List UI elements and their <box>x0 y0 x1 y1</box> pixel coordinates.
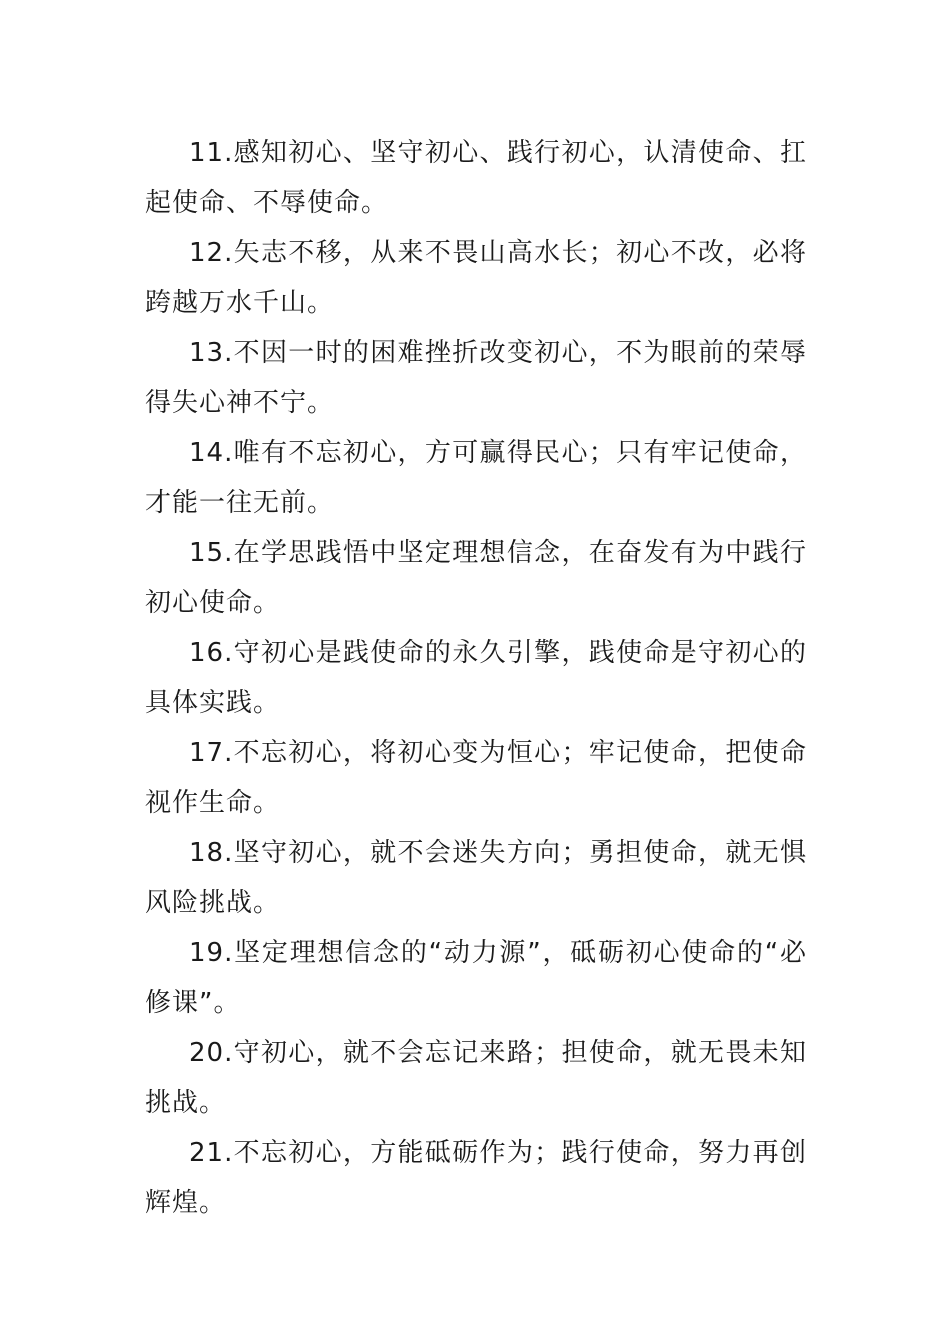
paragraph-18: 18.坚守初心，就不会迷失方向；勇担使命，就无惧风险挑战。 <box>145 838 807 918</box>
paragraph-11: 11.感知初心、坚守初心、践行初心，认清使命、扛起使命、不辱使命。 <box>145 138 807 218</box>
paragraph-12: 12.矢志不移，从来不畏山高水长；初心不改，必将跨越万水千山。 <box>145 238 807 318</box>
document-body <box>145 128 807 1228</box>
paragraph-20: 20.守初心，就不会忘记来路；担使命，就无畏未知挑战。 <box>145 1038 807 1118</box>
paragraph-17: 17.不忘初心，将初心变为恒心；牢记使命，把使命视作生命。 <box>145 738 807 818</box>
paragraph-16: 16.守初心是践使命的永久引擎，践使命是守初心的具体实践。 <box>145 638 807 718</box>
paragraph-13: 13.不因一时的困难挫折改变初心，不为眼前的荣辱得失心神不宁。 <box>145 338 807 418</box>
paragraph-19: 19.坚定理想信念的“动力源”，砥砺初心使命的“必修课”。 <box>145 938 807 1018</box>
paragraph-14: 14.唯有不忘初心，方可赢得民心；只有牢记使命，才能一往无前。 <box>145 438 807 518</box>
paragraph-15: 15.在学思践悟中坚定理想信念，在奋发有为中践行初心使命。 <box>145 538 807 618</box>
paragraph-21: 21.不忘初心，方能砥砺作为；践行使命，努力再创辉煌。 <box>145 1138 807 1218</box>
